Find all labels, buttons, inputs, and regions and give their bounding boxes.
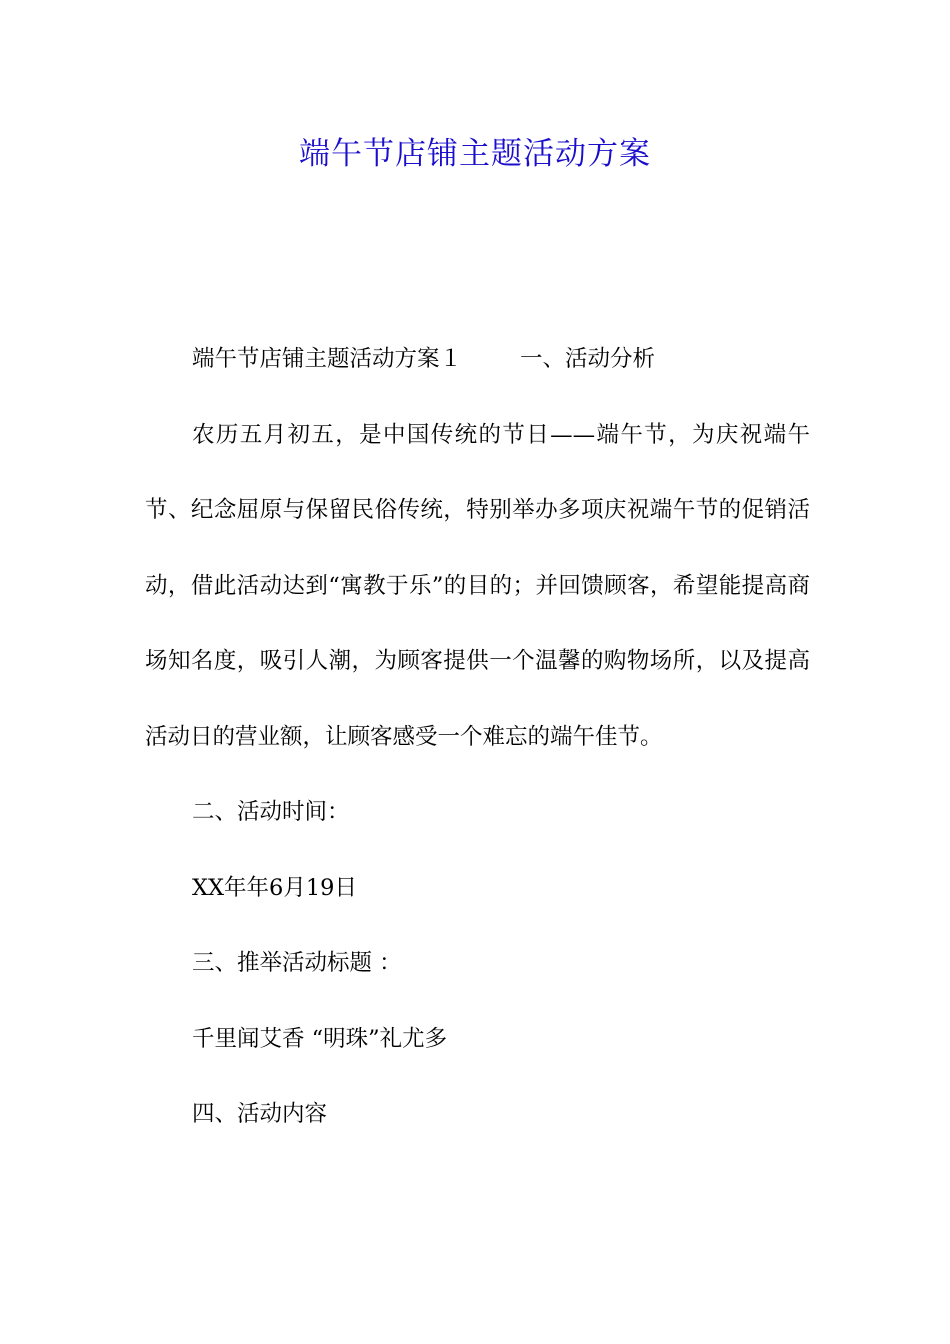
section-heading-analysis: 一、活动分析 (520, 346, 656, 372)
plan-number-label: 端午节店铺主题活动方案１ (192, 346, 463, 372)
paragraph-analysis: 农历五月初五，是中国传统的节日——端午节，为庆祝端午节、纪念屈原与保留民俗传统，特别举办多项庆祝端午节的促销活动，借此活动达到“寓教于乐”的目的；并回馈顾客，希望能提高商场知名度，吸引人潮，为顾客提供一个温馨的购物场所，以及提高活动日的营业额，让顾客感受一个难忘的端午佳节。 (145, 421, 810, 750)
document-body (145, 322, 810, 1153)
paragraph-slogan: 千里闻艾香 “明珠”礼尤多 (192, 1025, 448, 1052)
section-heading-time: 二、活动时间： (192, 799, 350, 825)
intro-heading-line (145, 322, 810, 398)
section-heading-content: 四、活动内容 (192, 1101, 328, 1127)
section-heading-title: 三、推举活动标题 ： (192, 950, 402, 976)
paragraph-time: XX年年6月19日 (192, 874, 357, 901)
document-title: 端午节店铺主题活动方案 (299, 136, 651, 172)
